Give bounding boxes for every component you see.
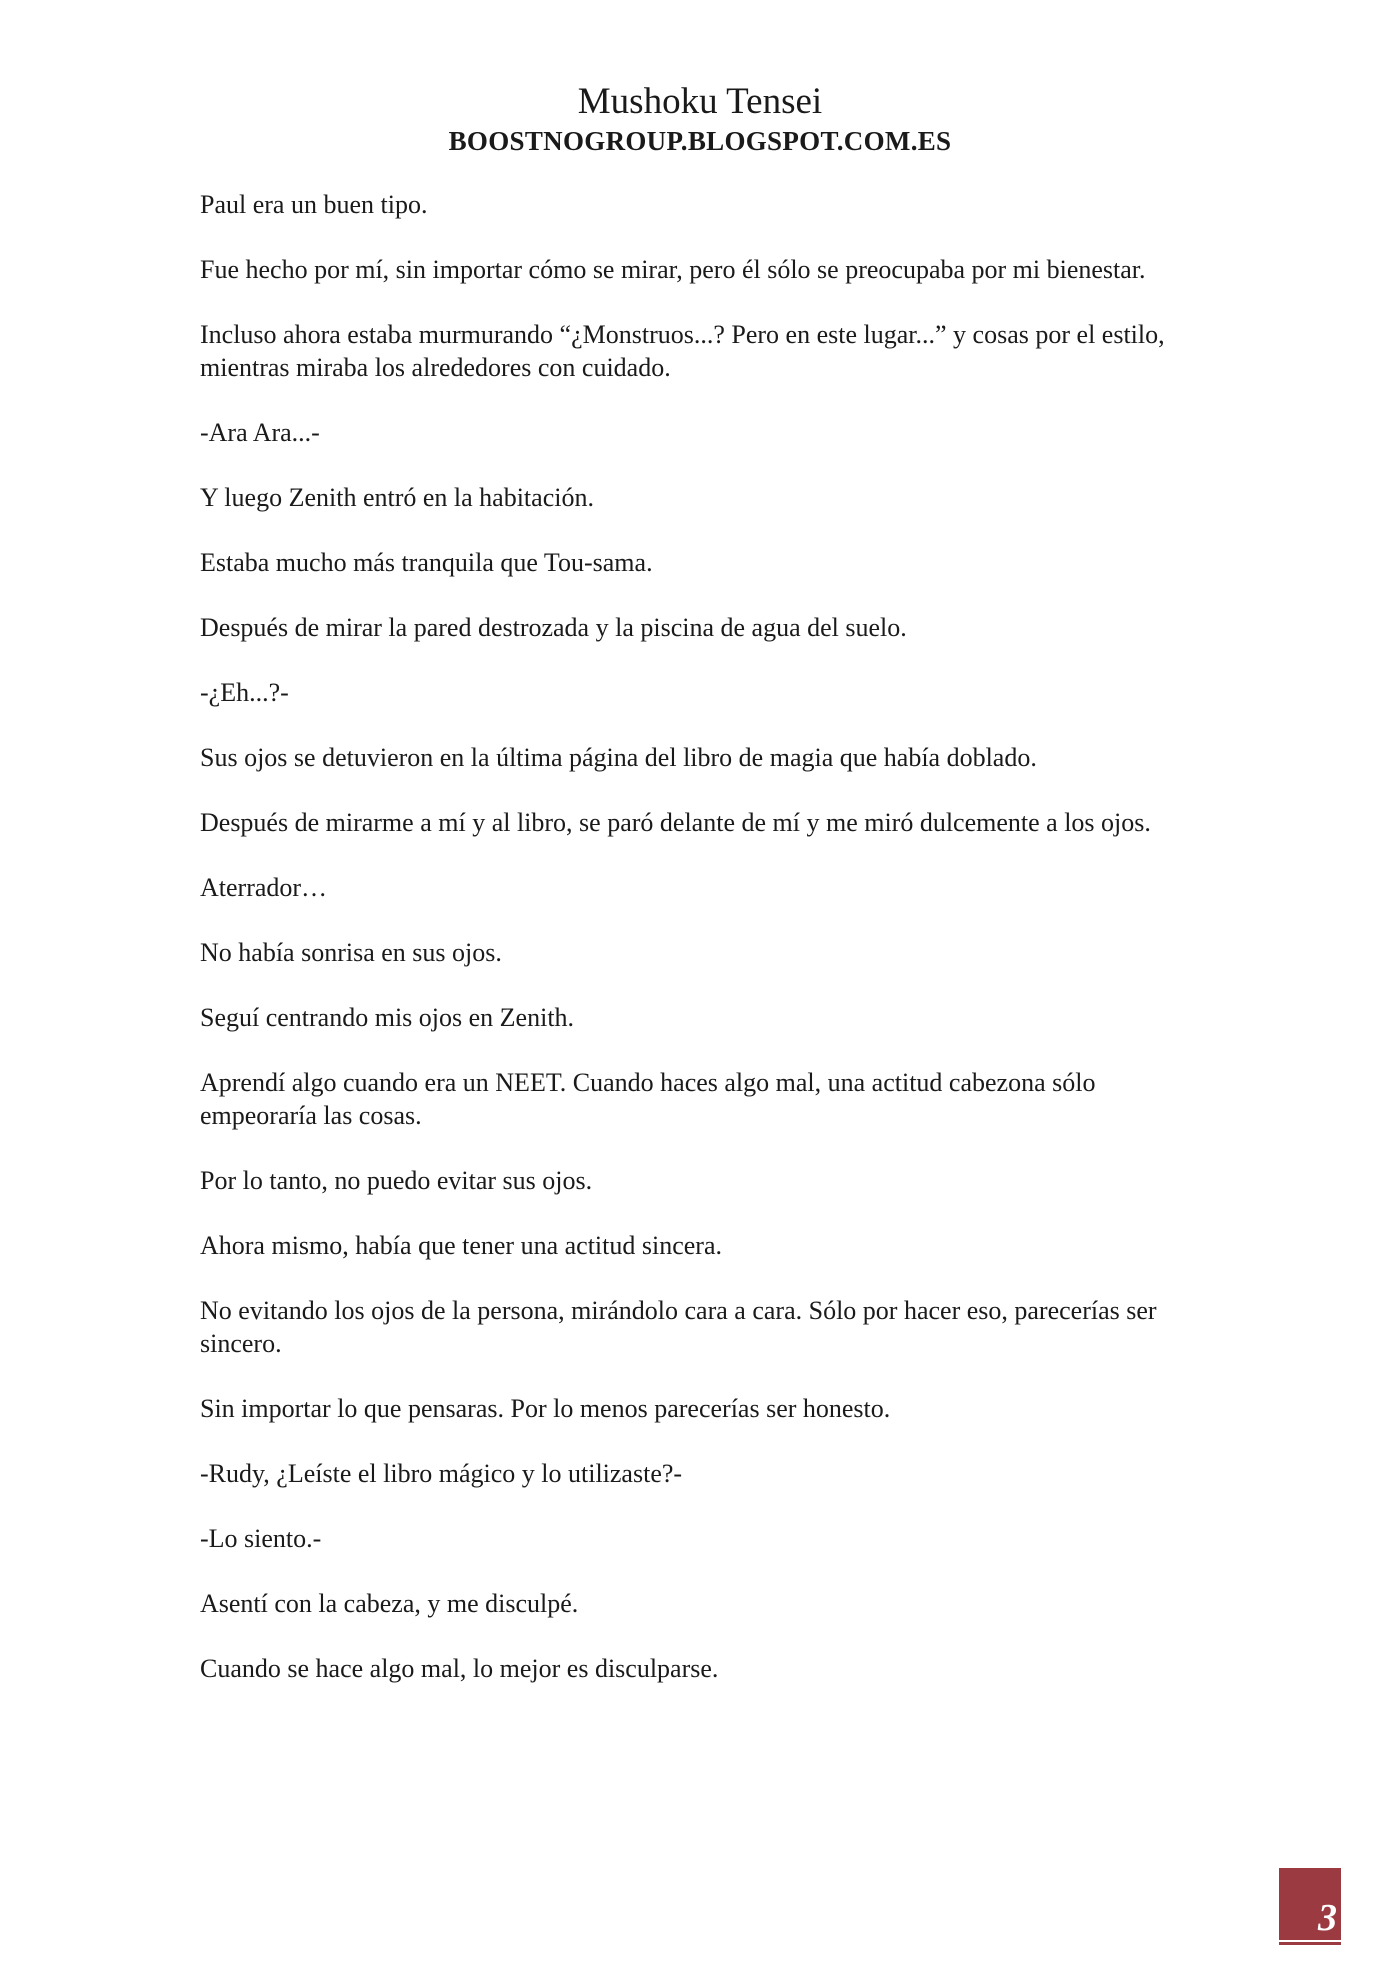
paragraph: -Lo siento.- — [200, 1524, 322, 1553]
paragraph: Después de mirarme a mí y al libro, se paró delante de mí y me miró dulcemente a los ojos. — [200, 808, 1151, 837]
paragraph: Sus ojos se detuvieron en la última página del libro de magia que había doblado. — [200, 743, 1037, 772]
paragraph: Aprendí algo cuando era un NEET. Cuando haces algo mal, una actitud cabezona sólo empeoraría las cosas. — [200, 1068, 1096, 1130]
paragraph: Sin importar lo que pensaras. Por lo menos parecerías ser honesto. — [200, 1394, 891, 1423]
page-number-underline — [1279, 1942, 1341, 1945]
paragraph: Paul era un buen tipo. — [200, 190, 428, 219]
paragraph: Aterrador… — [200, 873, 328, 902]
paragraph: Cuando se hace algo mal, lo mejor es disculparse. — [200, 1654, 719, 1683]
book-title: Mushoku Tensei — [577, 81, 823, 122]
paragraph: Estaba mucho más tranquila que Tou-sama. — [200, 548, 653, 577]
paragraph: Incluso ahora estaba murmurando “¿Monstruos...? Pero en este lugar...” y cosas por el estilo, mientras miraba los alrededores con cuidado. — [200, 320, 1165, 382]
paragraph: No había sonrisa en sus ojos. — [200, 938, 502, 967]
page-header — [0, 80, 1400, 158]
paragraph: -¿Eh...?- — [200, 678, 289, 707]
paragraph: -Rudy, ¿Leíste el libro mágico y lo utilizaste?- — [200, 1459, 683, 1488]
page-number-badge — [1279, 1868, 1341, 1940]
paragraph: Ahora mismo, había que tener una actitud sincera. — [200, 1231, 722, 1260]
source-site: BOOSTNOGROUP.BLOGSPOT.COM.ES — [448, 126, 952, 156]
page-number: 3 — [1318, 1897, 1337, 1939]
paragraph: Asentí con la cabeza, y me disculpé. — [200, 1589, 579, 1618]
paragraph: Seguí centrando mis ojos en Zenith. — [200, 1003, 575, 1032]
paragraph: No evitando los ojos de la persona, mirándolo cara a cara. Sólo por hacer eso, parecerías ser sincero. — [200, 1296, 1157, 1358]
paragraph: Después de mirar la pared destrozada y la piscina de agua del suelo. — [200, 613, 907, 642]
paragraph: -Ara Ara...- — [200, 418, 320, 447]
paragraph: Por lo tanto, no puedo evitar sus ojos. — [200, 1166, 593, 1195]
paragraph: Fue hecho por mí, sin importar cómo se mirar, pero él sólo se preocupaba por mi bienestar. — [200, 255, 1146, 284]
body-text — [200, 188, 1210, 1717]
paragraph: Y luego Zenith entró en la habitación. — [200, 483, 594, 512]
